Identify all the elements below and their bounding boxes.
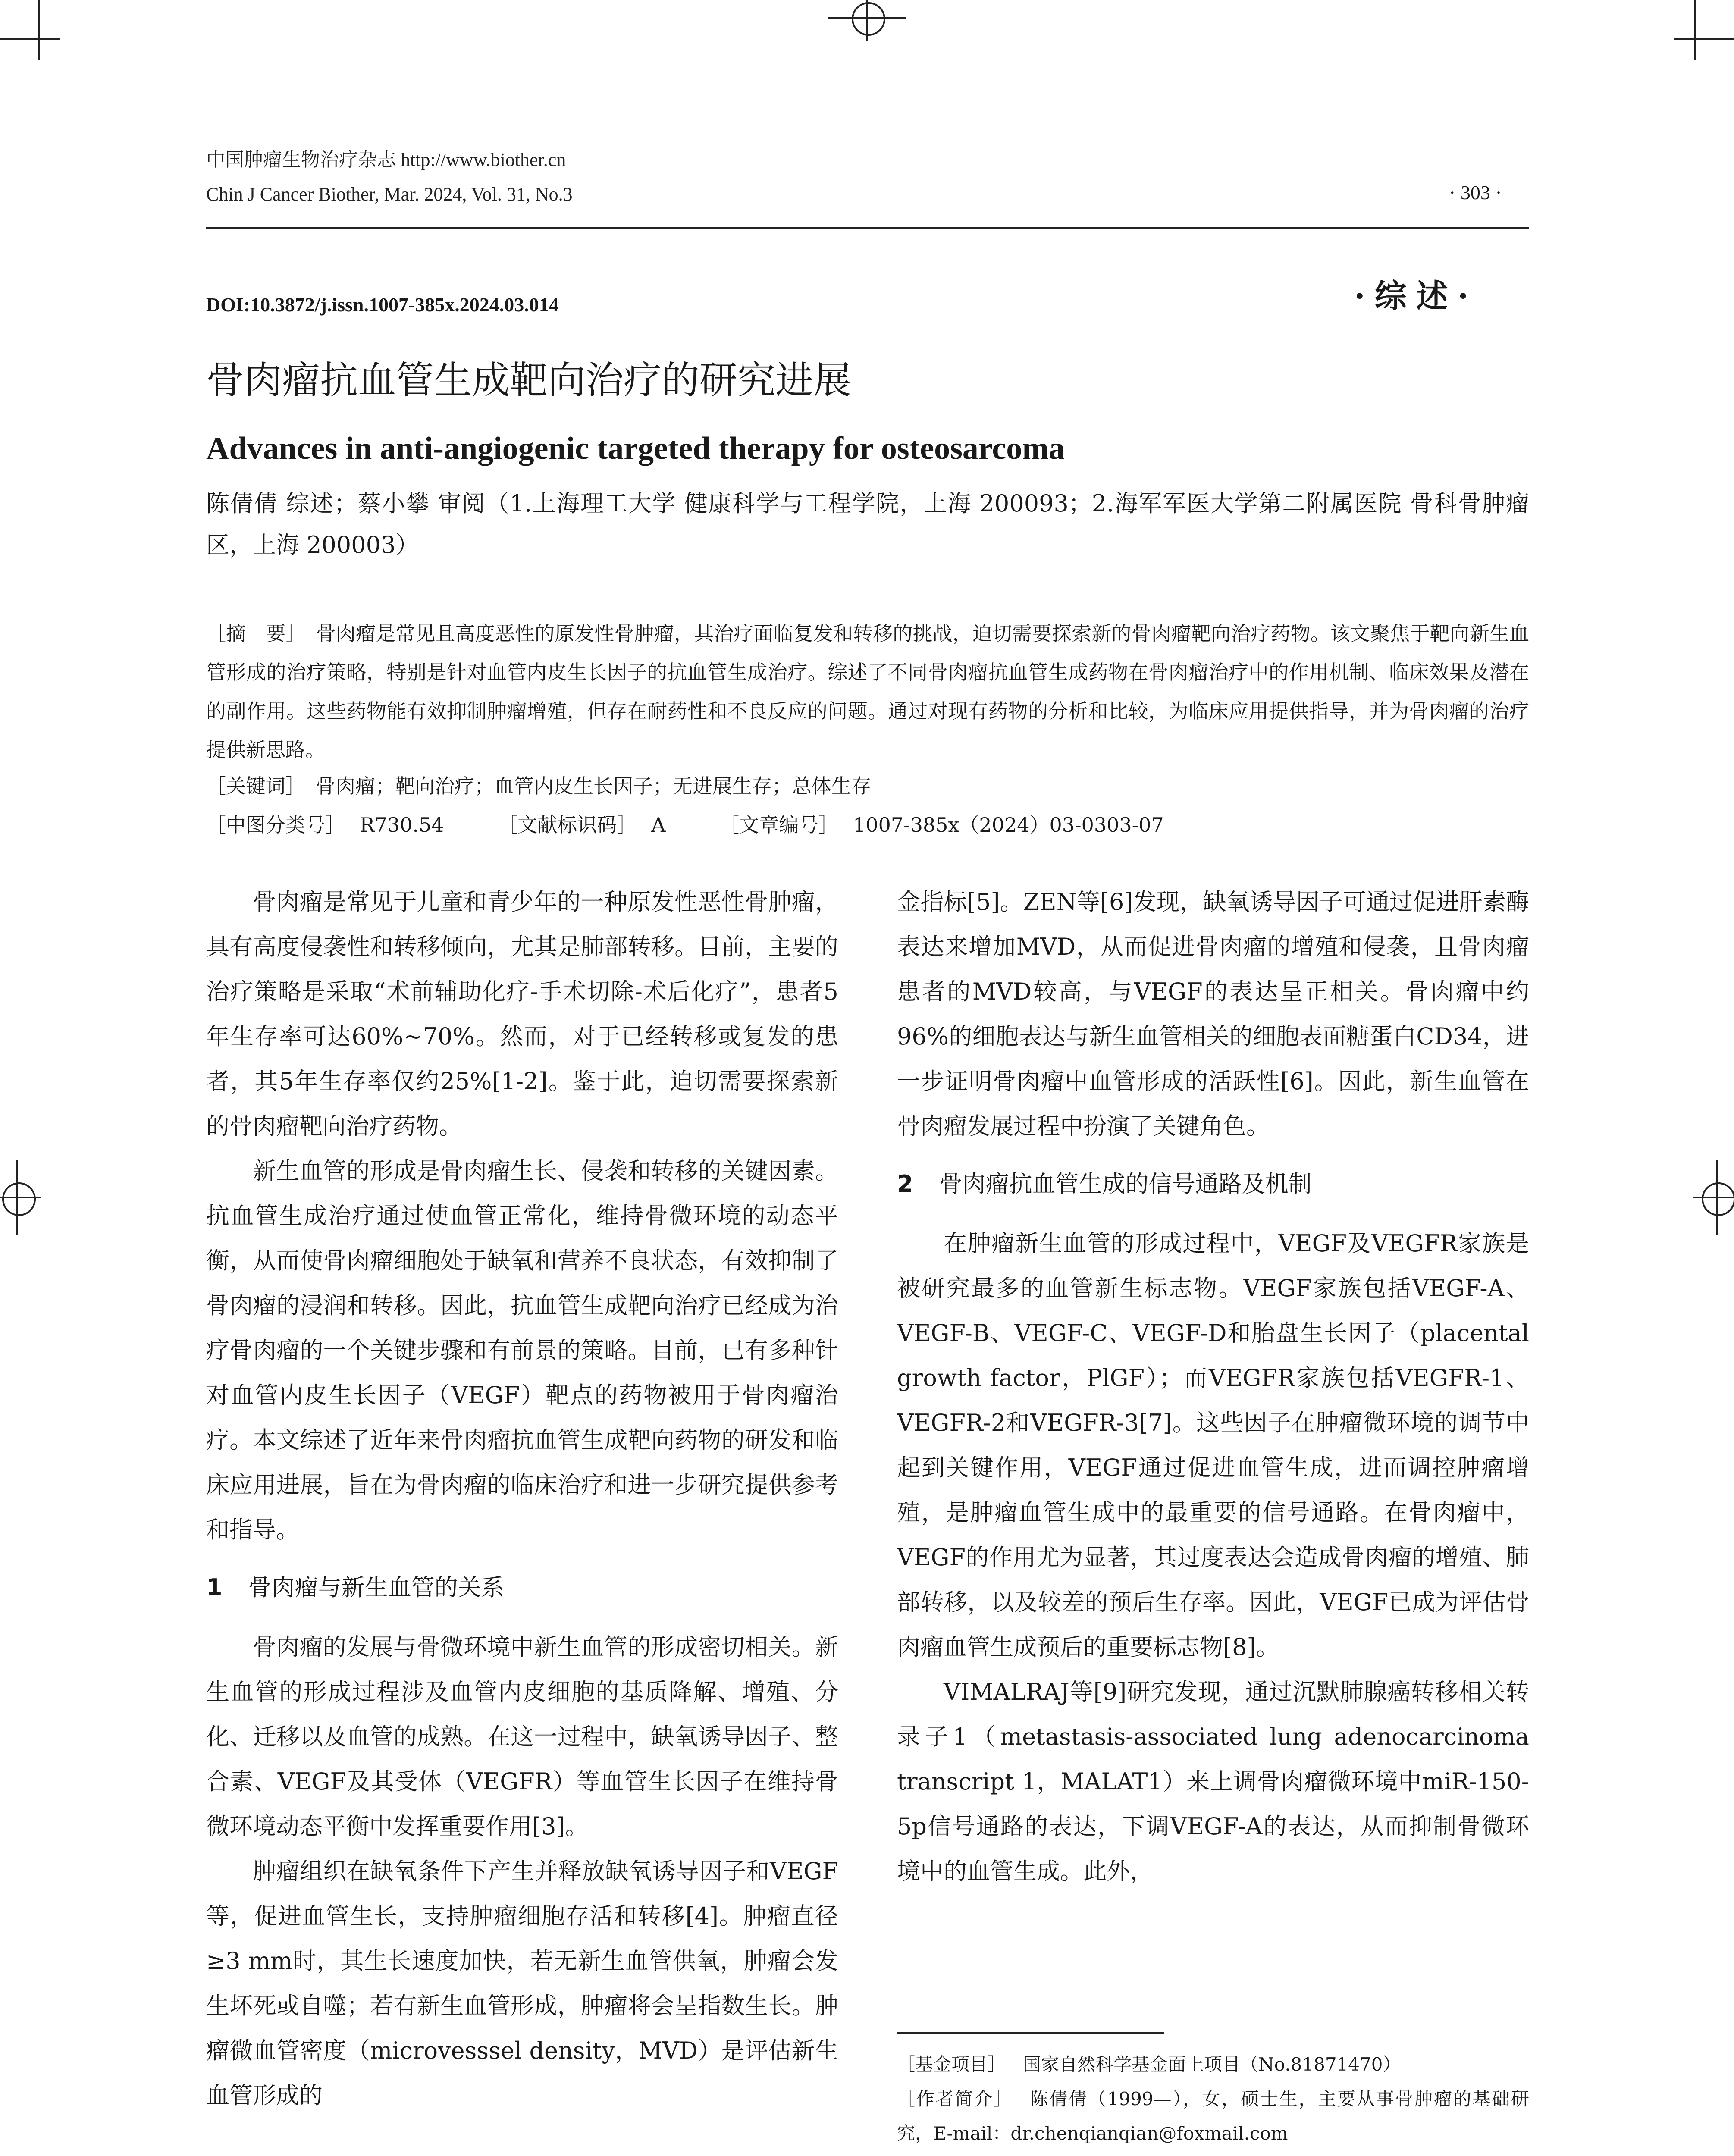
classification-line xyxy=(206,805,1529,844)
paragraph: 骨肉瘤是常见于儿童和青少年的一种原发性恶性骨肿瘤，具有高度侵袭性和转移倾向，尤其是肺部转移。目前，主要的治疗策略是采取“术前辅助化疗-手术切除-术后化疗”，患者5年生存率可达60%~70%。然而，对于已经转移或复发的患者，其5年生存率仅约25%[1-2]。鉴于此，迫切需要探索新的骨肉瘤靶向治疗药物。 xyxy=(206,888,838,1140)
section-title: 骨肉瘤抗血管生成的信号通路及机制 xyxy=(939,1170,1312,1197)
journal-citation: Chin J Cancer Biother, Mar. 2024, Vol. 31, No.3 xyxy=(206,184,573,205)
doc-code-value: A xyxy=(651,813,666,837)
title-english: Advances in anti-angiogenic targeted therapy for osteosarcoma xyxy=(206,431,1065,466)
paragraph: 金指标[5]。ZEN等[6]发现，缺氧诱导因子可通过促进肝素酶表达来增加MVD，从而促进骨肉瘤的增殖和侵袭，且骨肉瘤患者的MVD较高，与VEGF的表达呈正相关。骨肉瘤中约96%的细胞表达与新生血管相关的细胞表面糖蛋白CD34，进一步证明骨肉瘤中血管形成的活跃性[6]。因此，新生血管在骨肉瘤发展过程中扮演了关键角色。 xyxy=(897,888,1529,1140)
body-column-left xyxy=(206,880,838,2118)
paragraph: 在肿瘤新生血管的形成过程中，VEGF及VEGFR家族是被研究最多的血管新生标志物。VEGF家族包括VEGF-A、VEGF-B、VEGF-C、VEGF-D和胎盘生长因子（placental growth factor，PlGF）；而VEGFR家族包括VEGFR-1、VEGFR-2和VEGFR-3[7]。这些因子在肿瘤微环境的调节中起到关键作用，VEGF通过促进血管生成，进而调控肿瘤增殖，是肿瘤血管生成中的最重要的信号通路。在骨肉瘤中，VEGF的作用尤为显著，其过度表达会造成骨肉瘤的增殖、肺部转移，以及较差的预后生存率。因此，VEGF已成为评估骨肉瘤血管生成预后的重要标志物[8]。 xyxy=(897,1230,1529,1661)
registration-mark-right xyxy=(1702,1182,1734,1216)
registration-mark-left xyxy=(16,1160,18,1235)
author-bio-text: 陈倩倩（1999—），女，硕士生，主要从事骨肿瘤的基础研究，E-mail：dr.chenqianqian@foxmail.com xyxy=(897,2088,1529,2144)
authors-affiliations: 陈倩倩 综述；蔡小攀 审阅（1.上海理工大学 健康科学与工程学院，上海 200093；2.海军军医大学第二附属医院 骨科骨肿瘤区，上海 200003） xyxy=(206,490,1529,558)
keywords xyxy=(206,767,1529,805)
clc-value: R730.54 xyxy=(360,813,444,837)
footnote-author xyxy=(897,2082,1529,2151)
section-heading-1 xyxy=(206,1565,838,1610)
paragraph: 骨肉瘤的发展与骨微环境中新生血管的形成密切相关。新生血管的形成过程涉及血管内皮细胞的基质降解、增殖、分化、迁移以及血管的成熟。在这一过程中，缺氧诱导因子、整合素、VEGF及其受体（VEGFR）等血管生长因子在维持骨微环境动态平衡中发挥重要作用[3]。 xyxy=(206,1633,838,1840)
section-number: 2 xyxy=(897,1170,913,1197)
paragraph: 新生血管的形成是骨肉瘤生长、侵袭和转移的关键因素。抗血管生成治疗通过使血管正常化，维持骨微环境的动态平衡，从而使骨肉瘤细胞处于缺氧和营养不良状态，有效抑制了骨肉瘤的浸润和转移。因此，抗血管生成靶向治疗已经成为治疗骨肉瘤的一个关键步骤和有前景的策略。目前，已有多种针对血管内皮生长因子（VEGF）靶点的药物被用于骨肉瘤治疗。本文综述了近年来骨肉瘤抗血管生成靶向药物的研发和临床应用进展，旨在为骨肉瘤的临床治疗和进一步研究提供参考和指导。 xyxy=(206,1157,838,1543)
header-rule xyxy=(206,227,1529,229)
section-number: 1 xyxy=(206,1574,223,1601)
registration-mark-left xyxy=(0,1197,41,1198)
abstract-label: ［摘 要］ xyxy=(206,622,306,645)
crop-mark xyxy=(1694,0,1696,60)
clc-label: ［中图分类号］ xyxy=(206,813,345,837)
keywords-text: 骨肉瘤；靶向治疗；血管内皮生长因子；无进展生存；总体生存 xyxy=(316,774,871,798)
paragraph: 肿瘤组织在缺氧条件下产生并释放缺氧诱导因子和VEGF等，促进血管生长，支持肿瘤细胞存活和转移[4]。肿瘤直径≥3 mm时，其生长速度加快，若无新生血管供氧，肿瘤会发生坏死或自噬；若有新生血管形成，肿瘤将会呈指数生长。肿瘤微血管密度（microvesssel density，MVD）是评估新生血管形成的 xyxy=(206,1858,838,2109)
registration-mark-top xyxy=(852,2,885,36)
fund-label: ［基金项目］ xyxy=(897,2054,1006,2075)
body-column-right xyxy=(897,880,1529,1894)
keywords-label: ［关键词］ xyxy=(206,774,305,798)
registration-mark-left xyxy=(2,1182,36,1216)
doi: DOI:10.3872/j.issn.1007-385x.2024.03.014 xyxy=(206,294,559,316)
abstract xyxy=(206,614,1529,769)
paragraph: VIMALRAJ等[9]研究发现，通过沉默肺腺癌转移相关转录子1（metastasis-associated lung adenocarcinoma transcript 1，MALAT1）来上调骨肉瘤微环境中miR-150-5p信号通路的表达，下调VEGF-A的表达，从而抑制骨微环境中的血管生成。此外， xyxy=(897,1678,1529,1885)
page-number: · 303 · xyxy=(1449,182,1502,204)
footnote-rule xyxy=(897,2032,1164,2034)
article-number-label: ［文章编号］ xyxy=(719,813,839,837)
author-bio-label: ［作者简介］ xyxy=(897,2088,1013,2109)
title-chinese: 骨肉瘤抗血管生成靶向治疗的研究进展 xyxy=(206,358,852,402)
fund-text: 国家自然科学基金面上项目（No.81871470） xyxy=(1023,2054,1401,2075)
journal-name-url: 中国肿瘤生物治疗杂志 http://www.biother.cn xyxy=(206,149,566,170)
registration-mark-right xyxy=(1693,1197,1734,1198)
column-tag: ·综述· xyxy=(1354,278,1478,315)
registration-mark-right xyxy=(1716,1160,1718,1235)
crop-mark xyxy=(38,0,40,60)
crop-mark xyxy=(0,38,60,40)
crop-mark xyxy=(1674,38,1734,40)
section-title: 骨肉瘤与新生血管的关系 xyxy=(248,1574,505,1601)
article-number-value: 1007-385x（2024）03-0303-07 xyxy=(853,813,1164,837)
abstract-text: 骨肉瘤是常见且高度恶性的原发性骨肿瘤，其治疗面临复发和转移的挑战，迫切需要探索新的骨肉瘤靶向治疗药物。该文聚焦于靶向新生血管形成的治疗策略，特别是针对血管内皮生长因子的抗血管生成治疗。综述了不同骨肉瘤抗血管生成药物在骨肉瘤治疗中的作用机制、临床效果及潜在的副作用。这些药物能有效抑制肿瘤增殖，但存在耐药性和不良反应的问题。通过对现有药物的分析和比较，为临床应用提供指导，并为骨肉瘤的治疗提供新思路。 xyxy=(206,622,1530,761)
footnote-fund xyxy=(897,2047,1529,2082)
registration-mark-top xyxy=(866,0,868,41)
doc-code-label: ［文献标识码］ xyxy=(498,813,637,837)
section-heading-2 xyxy=(897,1162,1529,1206)
